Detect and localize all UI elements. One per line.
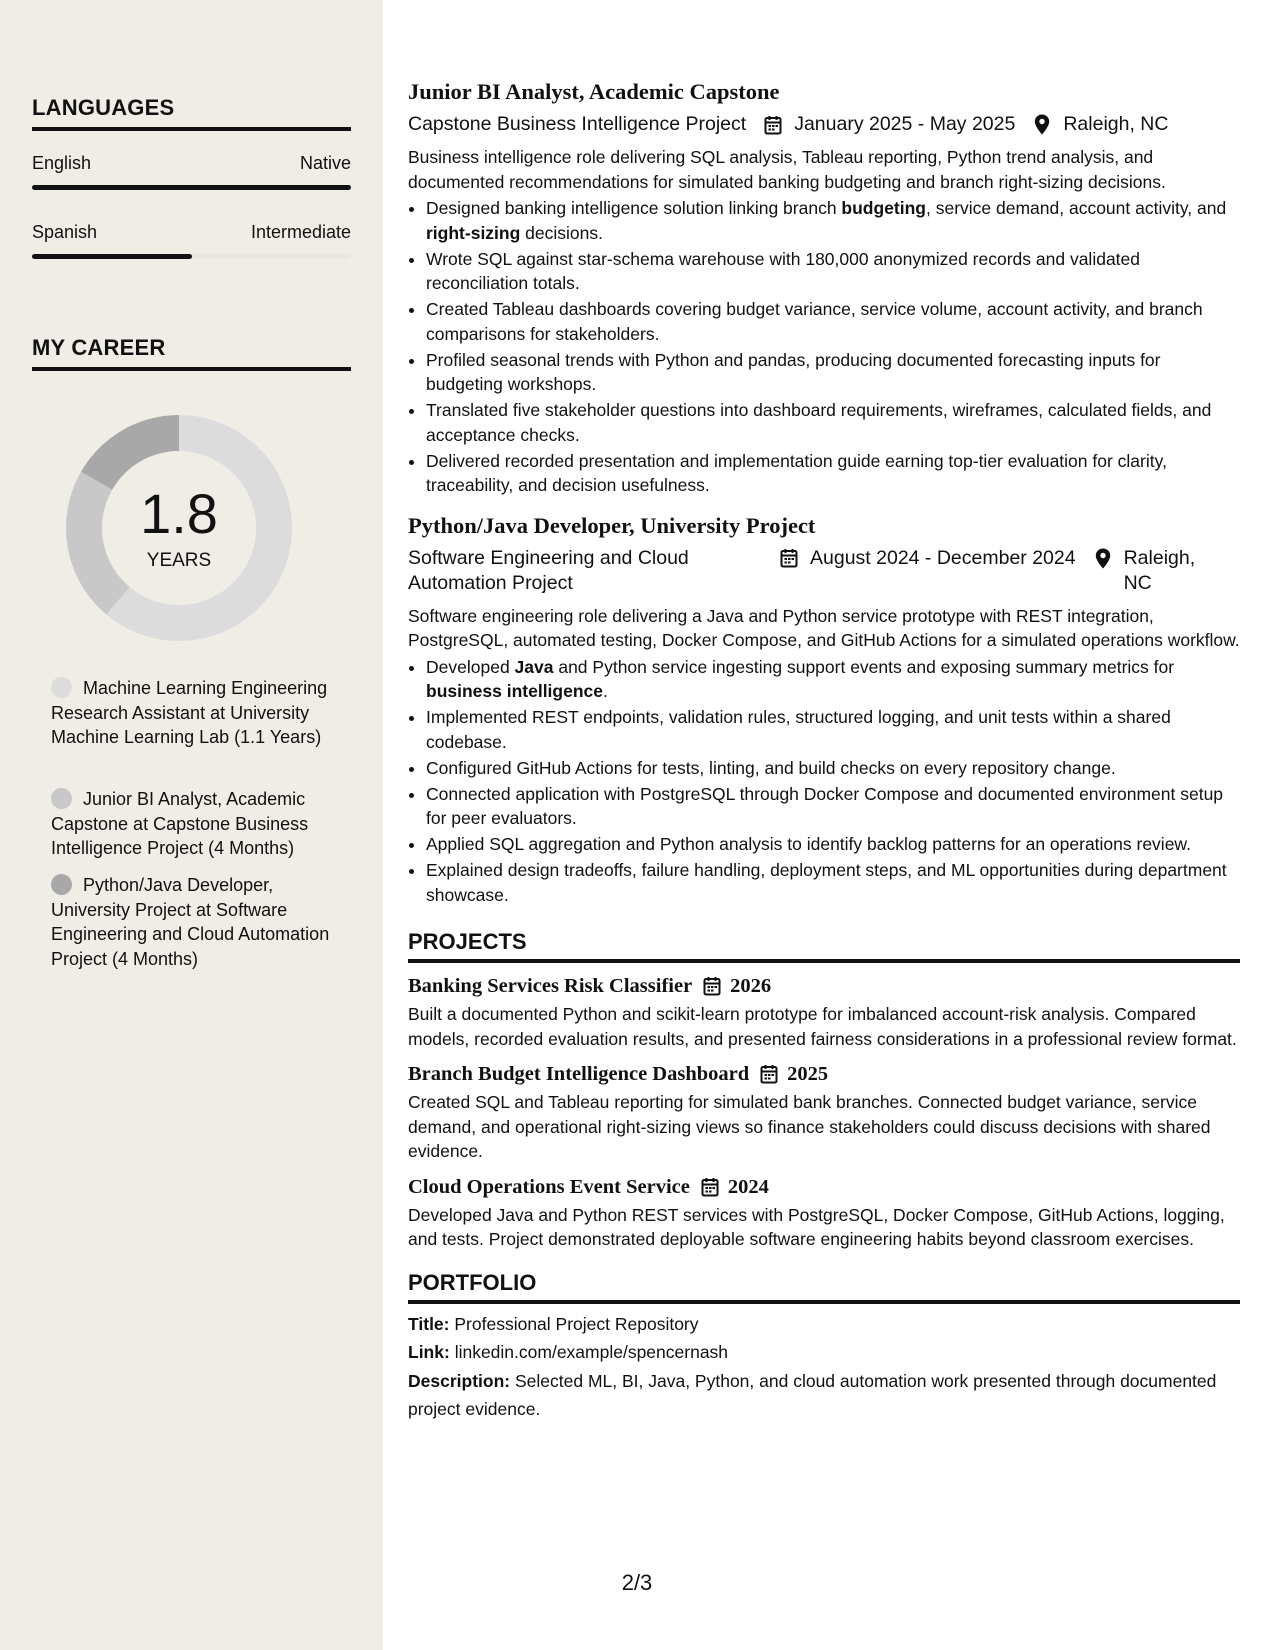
legend-dot (51, 788, 72, 809)
job-bullet: • Profiled seasonal trends with Python and pandas, producing documented forecasting inputs for budgeting workshops. (426, 348, 1240, 397)
career-total-unit: YEARS (146, 550, 212, 571)
language-name: Spanish (32, 222, 98, 242)
project-title: Cloud Operations Event Service (408, 1175, 690, 1198)
calendar-icon (700, 1175, 720, 1199)
language-bar-fill (32, 254, 192, 259)
job-bullet: • Created Tableau dashboards covering budget variance, service volume, account activity, and branch comparisons for stakeholders. (426, 297, 1240, 346)
career-heading: MY CAREER (32, 335, 351, 371)
job-bullets (408, 196, 1240, 498)
project-title: Banking Services Risk Classifier (408, 975, 693, 997)
donut-segment (81, 415, 179, 490)
portfolio-description (408, 1367, 1240, 1424)
main-content (408, 78, 1240, 1424)
legend-label: Machine Learning Engineering Research Assistant at University Machine Learning Lab (1.1 Years) (51, 678, 328, 747)
job-bullet: • Delivered recorded presentation and implementation guide earning top-tier evaluation for clarity, traceability, and decision usefulness. (426, 449, 1240, 498)
job-bullets (408, 655, 1240, 908)
legend-label: Python/Java Developer, University Project at Software Engineering and Cloud Automation Project (4 Months) (51, 875, 330, 969)
portfolio-link-value[interactable]: linkedin.com/example/spencernash (454, 1342, 729, 1362)
job-dates: January 2025 - May 2025 (794, 113, 1016, 135)
project-item (408, 1061, 1240, 1164)
portfolio-description-label: Description: (408, 1370, 511, 1391)
portfolio-title (408, 1310, 1240, 1339)
job-organization: Capstone Business Intelligence Project (408, 113, 747, 135)
languages-heading: LANGUAGES (32, 95, 351, 131)
job-bullet: • Connected application with PostgreSQL through Docker Compose and documented environment setup for peer evaluators. (426, 782, 1240, 831)
career-legend-item (51, 787, 331, 861)
language-bar (32, 185, 351, 190)
project-description: Built a documented Python and scikit-learn prototype for imbalanced account-risk analysis. Compared models, recorded evaluation results, and presented fairness considerations in a professional review format. (408, 1004, 1237, 1049)
project-year: 2025 (787, 1063, 829, 1085)
language-bar (32, 254, 351, 259)
portfolio-title-value: Professional Project Repository (454, 1313, 699, 1334)
portfolio-section (408, 1310, 1240, 1424)
project-item (408, 1174, 1240, 1252)
job-bullet: • Applied SQL aggregation and Python analysis to identify backlog patterns for an operations review. (426, 832, 1240, 857)
project-title: Branch Budget Intelligence Dashboard (408, 1063, 750, 1085)
experience-entry (408, 512, 1240, 908)
job-dates: August 2024 - December 2024 (810, 546, 1076, 569)
project-year: 2026 (730, 975, 772, 997)
project-title-row (408, 973, 1240, 999)
job-organization: Software Engineering and Cloud Automation Project (408, 546, 689, 594)
project-year: 2024 (727, 1175, 769, 1198)
portfolio-link (408, 1338, 1240, 1367)
project-item (408, 973, 1240, 1051)
portfolio-description-value: Selected ML, BI, Java, Python, and cloud automation work presented through documented project evidence. (408, 1370, 1217, 1419)
portfolio-title-label: Title: (408, 1313, 450, 1334)
language-level: Intermediate (250, 222, 351, 242)
portfolio-heading: PORTFOLIO (408, 1270, 1240, 1304)
career-total-value: 1.8 (140, 482, 218, 545)
language-name: English (32, 153, 92, 173)
project-title-row (408, 1174, 1240, 1200)
sidebar (0, 0, 383, 1650)
job-title: Python/Java Developer, University Project (408, 512, 816, 538)
job-description: Business intelligence role delivering SQL analysis, Tableau reporting, Python trend analysis, and documented recommendations for simulated banking budgeting and branch right-sizing decisions. (408, 147, 1166, 192)
job-bullet: • Translated five stakeholder questions into dashboard requirements, wireframes, calculated fields, and acceptance checks. (426, 398, 1240, 447)
legend-dot (51, 677, 72, 698)
job-bullet: • Developed Java and Python service ingesting support events and exposing summary metrics for business intelligence. (426, 655, 1240, 704)
calendar-icon (762, 112, 784, 137)
map-pin-icon (1092, 546, 1114, 571)
project-description: Created SQL and Tableau reporting for simulated bank branches. Connected budget variance, service demand, and operational right-sizing views so finance stakeholders could discuss decisions with shared evidence. (408, 1092, 1211, 1161)
language-bar-fill (32, 185, 351, 190)
page-number: 2/3 (621, 1570, 653, 1595)
project-description: Developed Java and Python REST services with PostgreSQL, Docker Compose, GitHub Actions, logging, and tests. Project demonstrated deployable software engineering habits beyond classroom exercises. (408, 1204, 1225, 1249)
map-pin-icon (1031, 112, 1053, 137)
legend-label: Junior BI Analyst, Academic Capstone at Capstone Business Intelligence Project (4 Months) (51, 789, 309, 858)
job-location: Raleigh, NC (1063, 113, 1169, 135)
portfolio-link-label: Link: (408, 1342, 450, 1362)
job-title: Junior BI Analyst, Academic Capstone (408, 79, 780, 104)
job-location: Raleigh, NC (1123, 546, 1196, 594)
calendar-icon (778, 546, 800, 571)
experience-entry (408, 78, 1240, 498)
job-description: Software engineering role delivering a Java and Python service prototype with REST integration, PostgreSQL, automated testing, Docker Compose, and GitHub Actions for a simulated operations workflow. (408, 605, 1240, 650)
calendar-icon (759, 1062, 779, 1086)
language-level: Native (299, 153, 351, 173)
job-bullet: • Wrote SQL against star-schema warehouse with 180,000 anonymized records and validated reconciliation totals. (426, 247, 1240, 296)
career-legend-item (51, 873, 331, 971)
job-bullet: • Implemented REST endpoints, validation rules, structured logging, and unit tests within a shared codebase. (426, 705, 1240, 754)
job-bullet: • Configured GitHub Actions for tests, linting, and build checks on every repository change. (426, 756, 1240, 781)
legend-dot (51, 874, 72, 895)
project-title-row (408, 1061, 1240, 1087)
job-bullet: • Designed banking intelligence solution linking branch budgeting, service demand, account activity, and right-sizing decisions. (426, 196, 1240, 245)
job-bullet: • Explained design tradeoffs, failure handling, deployment steps, and ML opportunities during department showcase. (426, 858, 1240, 907)
career-legend-item (51, 676, 331, 750)
job-meta (408, 112, 1240, 137)
projects-heading: PROJECTS (408, 929, 1240, 963)
calendar-icon (702, 974, 722, 998)
job-meta (408, 546, 1240, 596)
